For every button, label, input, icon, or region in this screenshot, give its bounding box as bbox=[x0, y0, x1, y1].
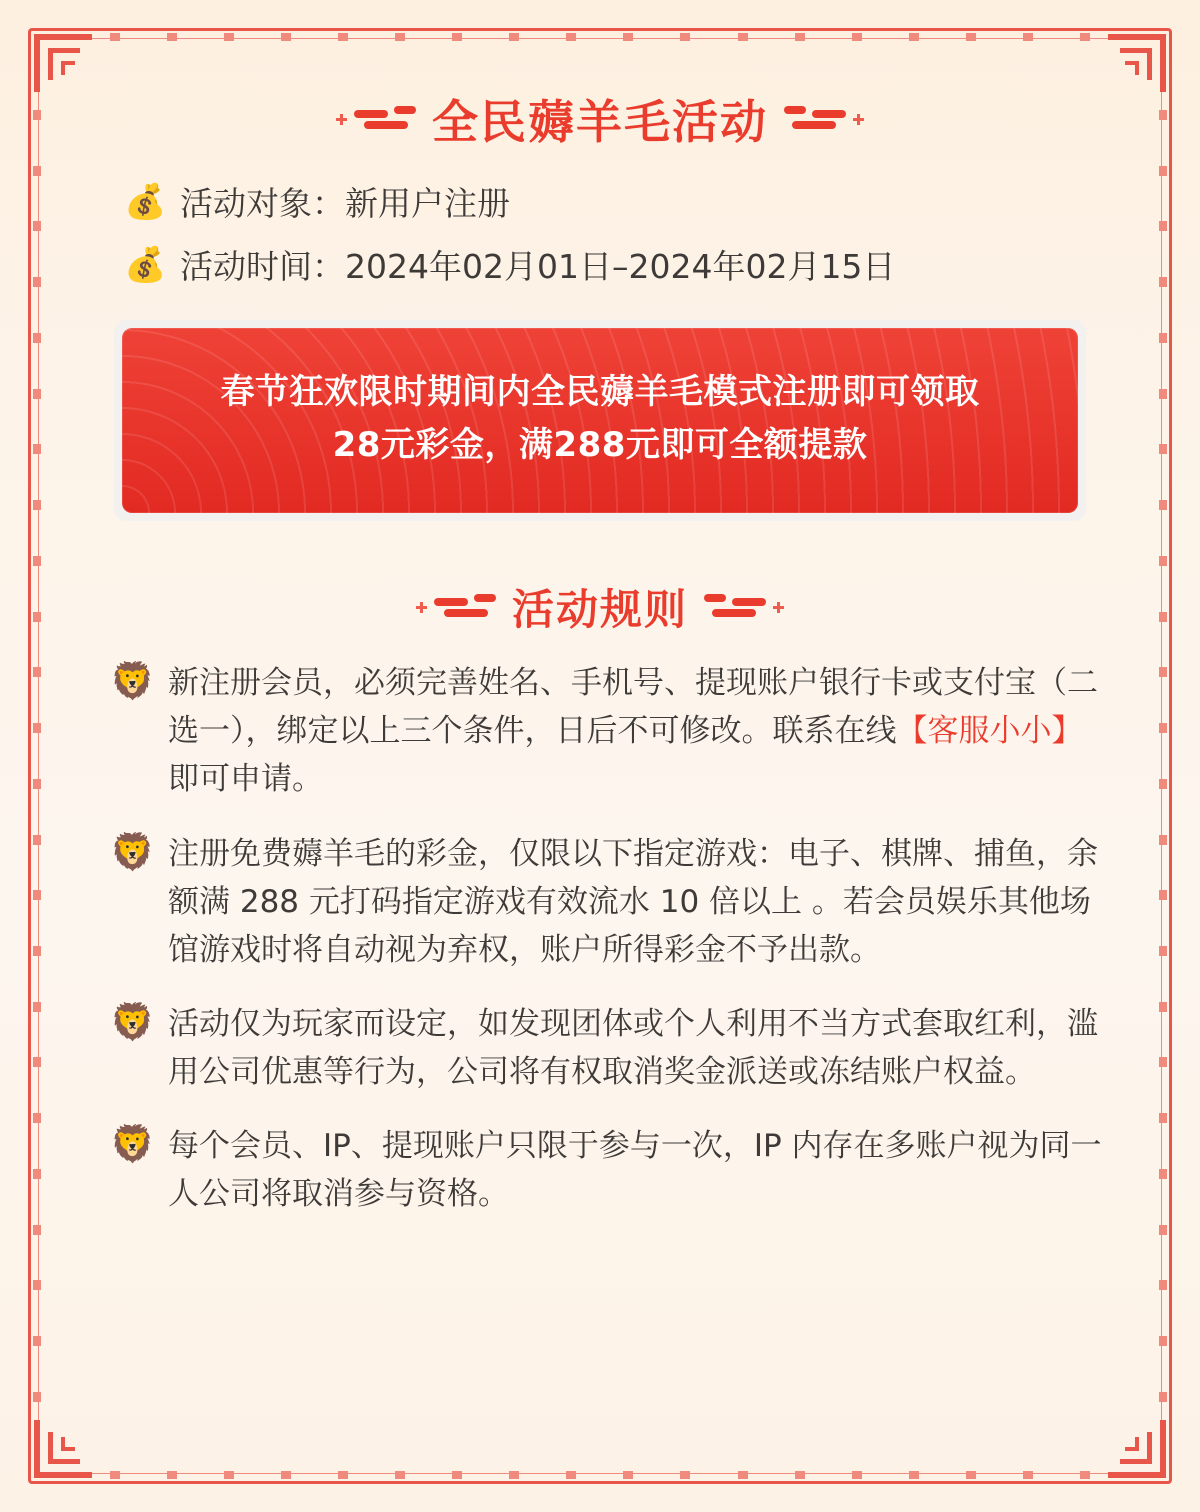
rule-text-after: 即可申请。 bbox=[168, 761, 323, 798]
activity-target-line bbox=[124, 178, 1120, 225]
rules-title bbox=[80, 577, 1120, 637]
lion-dance-icon: 🦁 bbox=[110, 1000, 155, 1042]
promo-banner-wrapper bbox=[114, 320, 1086, 521]
activity-period-line bbox=[124, 241, 1120, 288]
title-ornament-left bbox=[336, 106, 416, 132]
rule-item bbox=[110, 1000, 1110, 1096]
money-bag-icon: 💰 bbox=[124, 244, 167, 285]
title-ornament-right bbox=[784, 106, 864, 132]
page-title-text: 全民薅羊毛活动 bbox=[432, 95, 768, 149]
rules-ornament-right bbox=[704, 594, 784, 620]
rule-text: 注册免费薅羊毛的彩金，仅限以下指定游戏：电子、棋牌、捕鱼，余额满 288 元打码指定游戏有效流水 10 倍以上 。若会员娱乐其他场馆游戏时将自动视为弃权，账户所得彩金不予出款。 bbox=[168, 835, 1098, 968]
border-ticks-bottom bbox=[110, 1471, 1090, 1479]
money-bag-icon: 💰 bbox=[124, 181, 167, 222]
activity-target-text: 活动对象：新用户注册 bbox=[180, 184, 510, 223]
activity-period-text: 活动时间：2024年02月01日–2024年02月15日 bbox=[180, 247, 896, 286]
sparkle-icon bbox=[336, 114, 347, 125]
corner-ornament-bottom-right bbox=[1108, 1420, 1166, 1478]
rule-highlight: 【客服小小】 bbox=[896, 713, 1083, 750]
rules-list bbox=[80, 659, 1120, 1217]
page-title bbox=[80, 86, 1120, 152]
lion-dance-icon: 🦁 bbox=[110, 660, 155, 702]
rule-text-before: 新注册会员，必须完善姓名、手机号、提现账户银行卡或支付宝（二选一），绑定以上三个条件，日后不可修改。联系在线 bbox=[168, 665, 1098, 750]
promo-banner bbox=[122, 328, 1078, 513]
sparkle-icon bbox=[773, 602, 784, 613]
rule-text: 每个会员、IP、提现账户只限于参与一次，IP 内存在多账户视为同一人公司将取消参与资格。 bbox=[168, 1127, 1102, 1212]
rule-text bbox=[168, 659, 1110, 803]
cloud-icon bbox=[434, 594, 496, 620]
cloud-icon bbox=[784, 106, 846, 132]
cloud-icon bbox=[704, 594, 766, 620]
promo-banner-line-2: 28元彩金，满288元即可全额提款 bbox=[332, 424, 868, 465]
promo-banner-line-1: 春节狂欢限时期间内全民薅羊毛模式注册即可领取 bbox=[220, 372, 980, 412]
rule-text: 活动仅为玩家而设定，如发现团体或个人利用不当方式套取红利，滥用公司优惠等行为，公司将有权取消奖金派送或冻结账户权益。 bbox=[168, 1005, 1098, 1090]
sparkle-icon bbox=[416, 602, 427, 613]
rules-title-text: 活动规则 bbox=[511, 585, 688, 635]
corner-ornament-bottom-left bbox=[34, 1420, 92, 1478]
sparkle-icon bbox=[853, 114, 864, 125]
rules-ornament-left bbox=[416, 594, 496, 620]
lion-dance-icon: 🦁 bbox=[110, 1122, 155, 1164]
rule-item bbox=[110, 659, 1110, 803]
rule-item bbox=[110, 830, 1110, 974]
cloud-icon bbox=[354, 106, 416, 132]
lion-dance-icon: 🦁 bbox=[110, 830, 155, 872]
page-content bbox=[28, 28, 1172, 1218]
rule-item bbox=[110, 1122, 1110, 1218]
